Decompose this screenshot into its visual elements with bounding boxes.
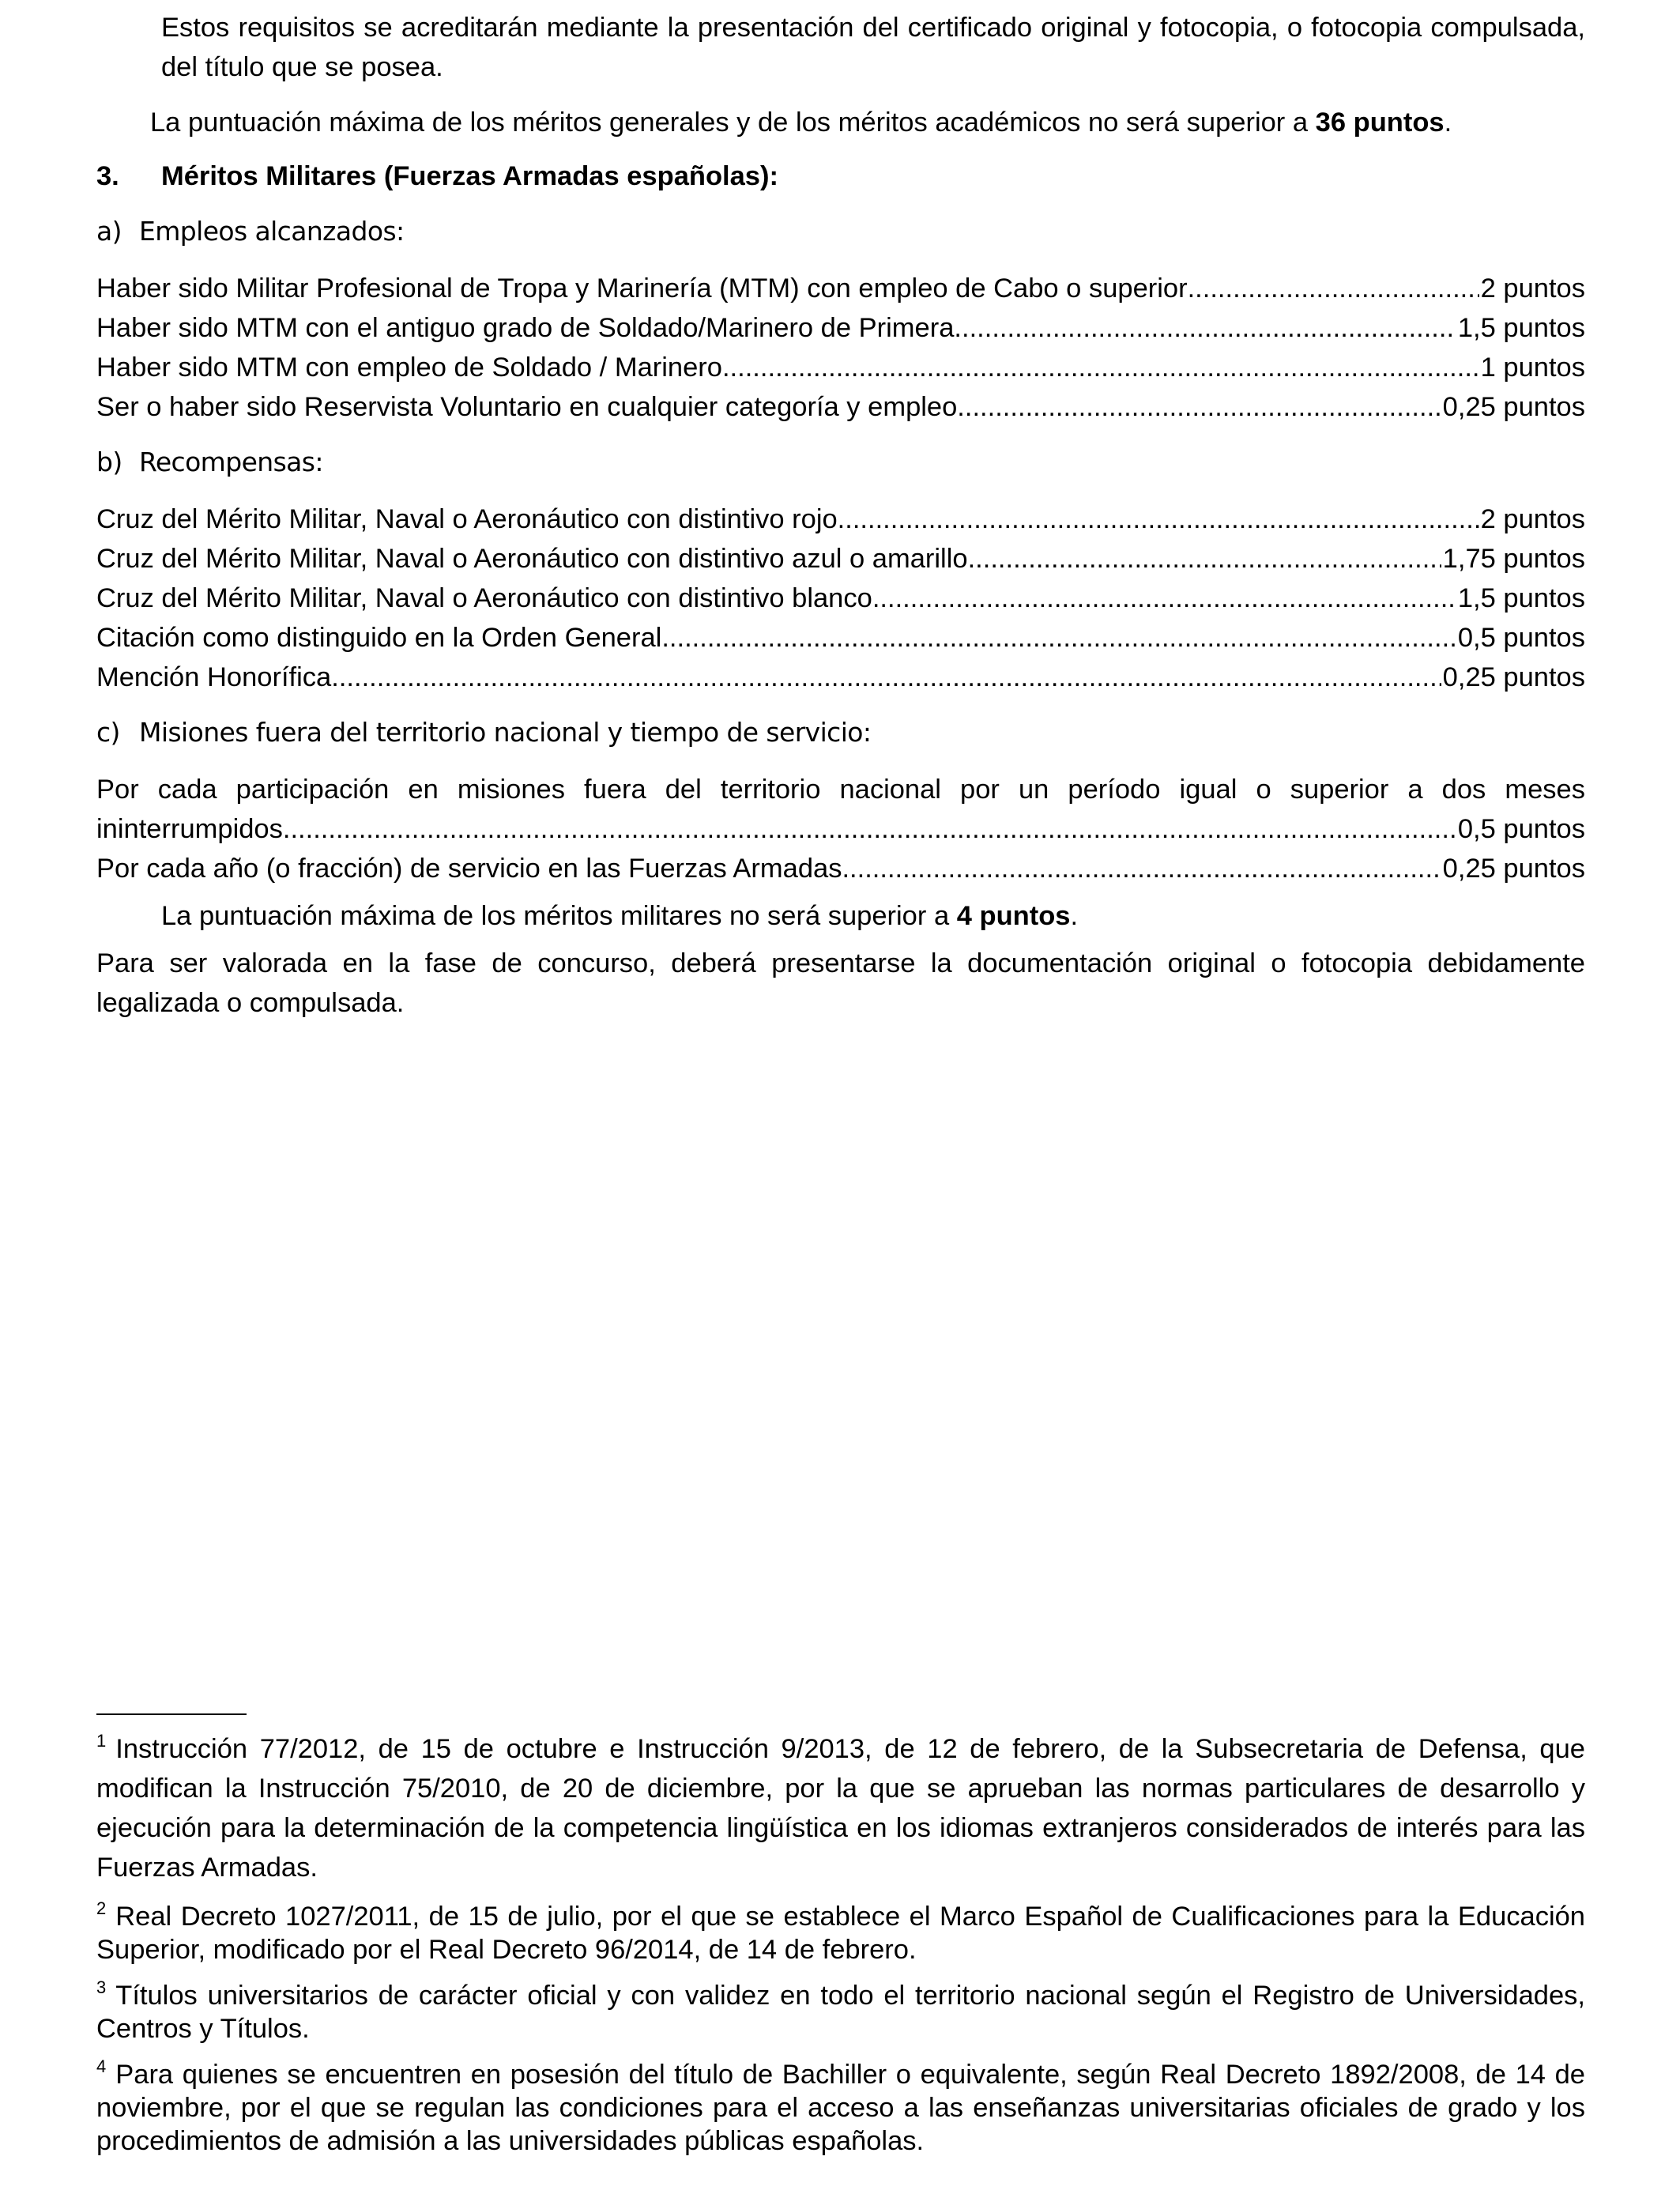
item-points: 1,5 puntos (1457, 583, 1585, 613)
footnote-separator (96, 1713, 247, 1715)
list-item (96, 308, 1585, 348)
max-military-period: . (1070, 901, 1079, 931)
list-item (96, 499, 1585, 539)
subsection-letter: a) (96, 216, 122, 247)
footnote (96, 1900, 1585, 1966)
item-label: ininterrumpidos (96, 814, 283, 844)
item-points: 0,5 puntos (1457, 623, 1585, 653)
item-points: 0,25 puntos (1442, 854, 1585, 884)
list-item (96, 618, 1585, 658)
item-label: Cruz del Mérito Militar, Naval o Aeronáutico con distintivo rojo (96, 504, 838, 534)
dot-leader (968, 539, 1441, 579)
subsection-employments-heading (96, 212, 1585, 251)
subsection-letter: b) (96, 447, 122, 477)
max-general-text: La puntuación máxima de los méritos generales y de los méritos académicos no será superior a (150, 107, 1316, 138)
footnote (96, 1729, 1585, 1887)
section-title: Méritos Militares (Fuerzas Armadas españolas): (161, 161, 778, 191)
item-points: 0,25 puntos (1442, 392, 1585, 422)
employments-list (96, 269, 1585, 427)
max-military-points: 4 puntos (956, 901, 1071, 931)
subsection-title: Recompensas: (139, 447, 323, 477)
list-item (96, 348, 1585, 387)
footnote (96, 1979, 1585, 2045)
rewards-list (96, 499, 1585, 697)
item-points: 1,75 puntos (1442, 544, 1585, 574)
missions-list (96, 770, 1585, 888)
list-item (96, 809, 1585, 849)
item-label: Por cada año (o fracción) de servicio en las Fuerzas Armadas (96, 854, 842, 884)
footnote-text: Títulos universitarios de carácter oficial y con validez en todo el territorio nacional según el Registro de Universidades, Centros y Títulos. (96, 1981, 1585, 2044)
footnote-text: Real Decreto 1027/2011, de 15 de julio, por el que se establece el Marco Español de Cualificaciones para la Educación Superior, modificado por el Real Decreto 96/2014, de 14 de febrero. (96, 1902, 1585, 1965)
footnote-mark: 4 (96, 2056, 107, 2076)
item-label: Haber sido MTM con el antiguo grado de Soldado/Marinero de Primera (96, 313, 955, 343)
item-points: 2 puntos (1480, 504, 1585, 534)
footnote-mark: 2 (96, 1898, 107, 1918)
item-points: 1 puntos (1480, 352, 1585, 383)
dot-leader (954, 308, 1456, 348)
section-3-heading (96, 156, 1585, 196)
max-general-points: 36 puntos (1315, 107, 1445, 138)
item-label: Haber sido MTM con empleo de Soldado / Marinero (96, 352, 722, 383)
dot-leader (957, 387, 1441, 427)
subsection-missions-heading (96, 713, 1585, 752)
max-general-paragraph (96, 103, 1585, 142)
footnote-mark: 3 (96, 1977, 107, 1997)
dot-leader (1188, 269, 1479, 308)
subsection-title: Empleos alcanzados: (139, 216, 405, 247)
footnotes (96, 1713, 1585, 2170)
item-label: Cruz del Mérito Militar, Naval o Aeronáutico con distintivo blanco (96, 583, 872, 613)
mission-item-line: Por cada participación en misiones fuera del territorio nacional por un período igual o superior a dos meses (96, 775, 1585, 805)
item-label: Mención Honorífica (96, 662, 332, 692)
footnote-text: Para quienes se encuentren en posesión del título de Bachiller o equivalente, según Real Decreto 1892/2008, de 14 de noviembre, por el que se regulan las condiciones para el acceso a las enseñanzas universitarias oficiales de grado y los procedimientos de admisión a las universidades públicas españolas. (96, 2060, 1585, 2156)
item-points: 1,5 puntos (1457, 313, 1585, 343)
requirements-paragraph: Estos requisitos se acreditarán mediante la presentación del certificado original y fotocopia, o fotocopia compulsada, del título que se posea. (161, 13, 1585, 82)
section-number: 3. (96, 161, 119, 191)
list-item (96, 579, 1585, 618)
footnote-mark: 1 (96, 1731, 107, 1751)
max-general-period: . (1444, 107, 1452, 138)
list-item (96, 539, 1585, 579)
dot-leader (661, 618, 1456, 658)
list-item (96, 269, 1585, 308)
item-label: Citación como distinguido en la Orden General (96, 623, 662, 653)
subsection-title: Misiones fuera del territorio nacional y tiempo de servicio: (139, 717, 872, 748)
item-label: Cruz del Mérito Militar, Naval o Aeronáutico con distintivo azul o amarillo (96, 544, 968, 574)
item-points: 2 puntos (1480, 273, 1585, 303)
closing-paragraph: Para ser valorada en la fase de concurso, deberá presentarse la documentación original o fotocopia debidamente legalizada o compulsada. (96, 948, 1585, 1018)
footnote-text: Instrucción 77/2012, de 15 de octubre e Instrucción 9/2013, de 12 de febrero, de la Subsecretaria de Defensa, que modifican la Instrucción 75/2010, de 20 de diciembre, por la que se aprueban las normas particulares de desarrollo y ejecución para la determinación de la competencia lingüística en los idiomas extranjeros considerados de interés para las Fuerzas Armadas. (96, 1734, 1585, 1883)
dot-leader (842, 849, 1441, 888)
list-item (96, 387, 1585, 427)
dot-leader (722, 348, 1479, 387)
dot-leader (331, 658, 1441, 697)
max-military-text: La puntuación máxima de los méritos militares no será superior a (161, 901, 957, 931)
item-label: Ser o haber sido Reservista Voluntario en cualquier categoría y empleo (96, 392, 958, 422)
subsection-rewards-heading (96, 443, 1585, 482)
footnote (96, 2058, 1585, 2158)
document-page (96, 0, 1585, 1023)
list-item (96, 658, 1585, 697)
list-item (96, 849, 1585, 888)
dot-leader (838, 499, 1479, 539)
item-label: Haber sido Militar Profesional de Tropa y Marinería (MTM) con empleo de Cabo o superior (96, 273, 1188, 303)
dot-leader (872, 579, 1456, 618)
max-military-paragraph (96, 896, 1585, 936)
item-points: 0,25 puntos (1442, 662, 1585, 692)
item-points: 0,5 puntos (1457, 814, 1585, 844)
subsection-letter: c) (96, 717, 120, 748)
dot-leader (283, 809, 1456, 849)
